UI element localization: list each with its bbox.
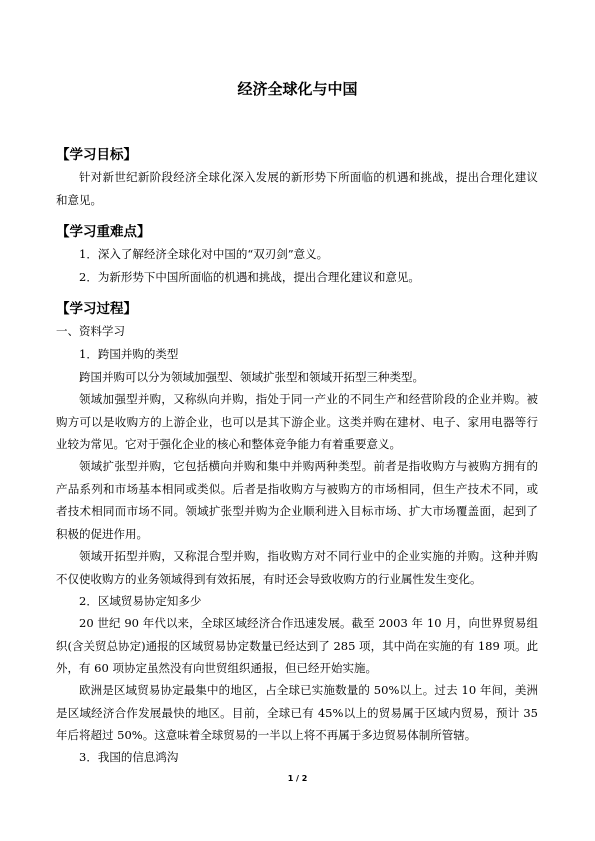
learning-goals-text: 针对新世纪新阶段经济全球化深入发展的新形势下所面临的机遇和挑战，提出合理化建议和意见。: [56, 170, 538, 207]
subsection-title: 2．区域贸易协定知多少: [79, 594, 202, 608]
subsection-title: 3．我国的信息鸿沟: [79, 750, 179, 764]
subsection-title: 1．跨国并购的类型: [79, 347, 179, 361]
heading-learning-goals: 【学习目标】: [56, 147, 137, 163]
section-part-title: 一、资料学习: [56, 324, 125, 338]
body-paragraph: 领域开拓型并购，又称混合型并购，指收购方对不同行业中的企业实施的并购。这种并购不仅使收购方的业务领域得到有效拓展，有时还会导致收购方的行业属性发生变化。: [56, 549, 538, 586]
heading-key-points: 【学习重难点】: [56, 224, 151, 240]
key-point-item: 2．为新形势下中国所面临的机遇和挑战，提出合理化建议和意见。: [79, 270, 420, 284]
body-paragraph: 欧洲是区域贸易协定最集中的地区，占全球已实施数量的 50%以上。过去 10 年间，美洲是区域经济合作发展最快的地区。目前，全球已有 45%以上的贸易属于区域内贸易，预计 35 年后将超过 50%。这意味着全球贸易的一半以上将不再属于多边贸易体制所管辖。: [56, 683, 538, 742]
heading-learning-process: 【学习过程】: [56, 301, 137, 317]
document-title: 经济全球化与中国: [237, 80, 358, 98]
body-paragraph: 20 世纪 90 年代以来，全球区域经济合作迅速发展。截至 2003 年 10 月，向世界贸易组织(含关贸总协定)通报的区域贸易协定数量已经达到了 285 项，其中尚在实施的有 189 项。此外，有 60 项协定虽然没有向世贸组织通报，但已经开始实施。: [56, 616, 538, 675]
page-number: 1 / 2: [287, 774, 308, 783]
body-paragraph: 领域加强型并购，又称纵向并购，指处于同一产业的不同生产和经营阶段的企业并购。被购方可以是收购方的上游企业，也可以是其下游企业。这类并购在建材、电子、家用电器等行业较为常见。它对于强化企业的核心和整体竞争能力有着重要意义。: [56, 392, 538, 451]
key-point-item: 1．深入了解经济全球化对中国的“双刃剑”意义。: [79, 247, 329, 261]
body-paragraph: 领域扩张型并购，它包括横向并购和集中并购两种类型。前者是指收购方与被购方拥有的产品系列和市场基本相同或类似。后者是指收购方与被购方的市场相同，但生产技术不同，或者技术相同而市场不同。领域扩张型并购为企业顺利进入目标市场、扩大市场覆盖面，起到了积极的促进作用。: [56, 459, 538, 541]
body-paragraph: 跨国并购可以分为领域加强型、领域扩张型和领域开拓型三种类型。: [79, 370, 424, 384]
